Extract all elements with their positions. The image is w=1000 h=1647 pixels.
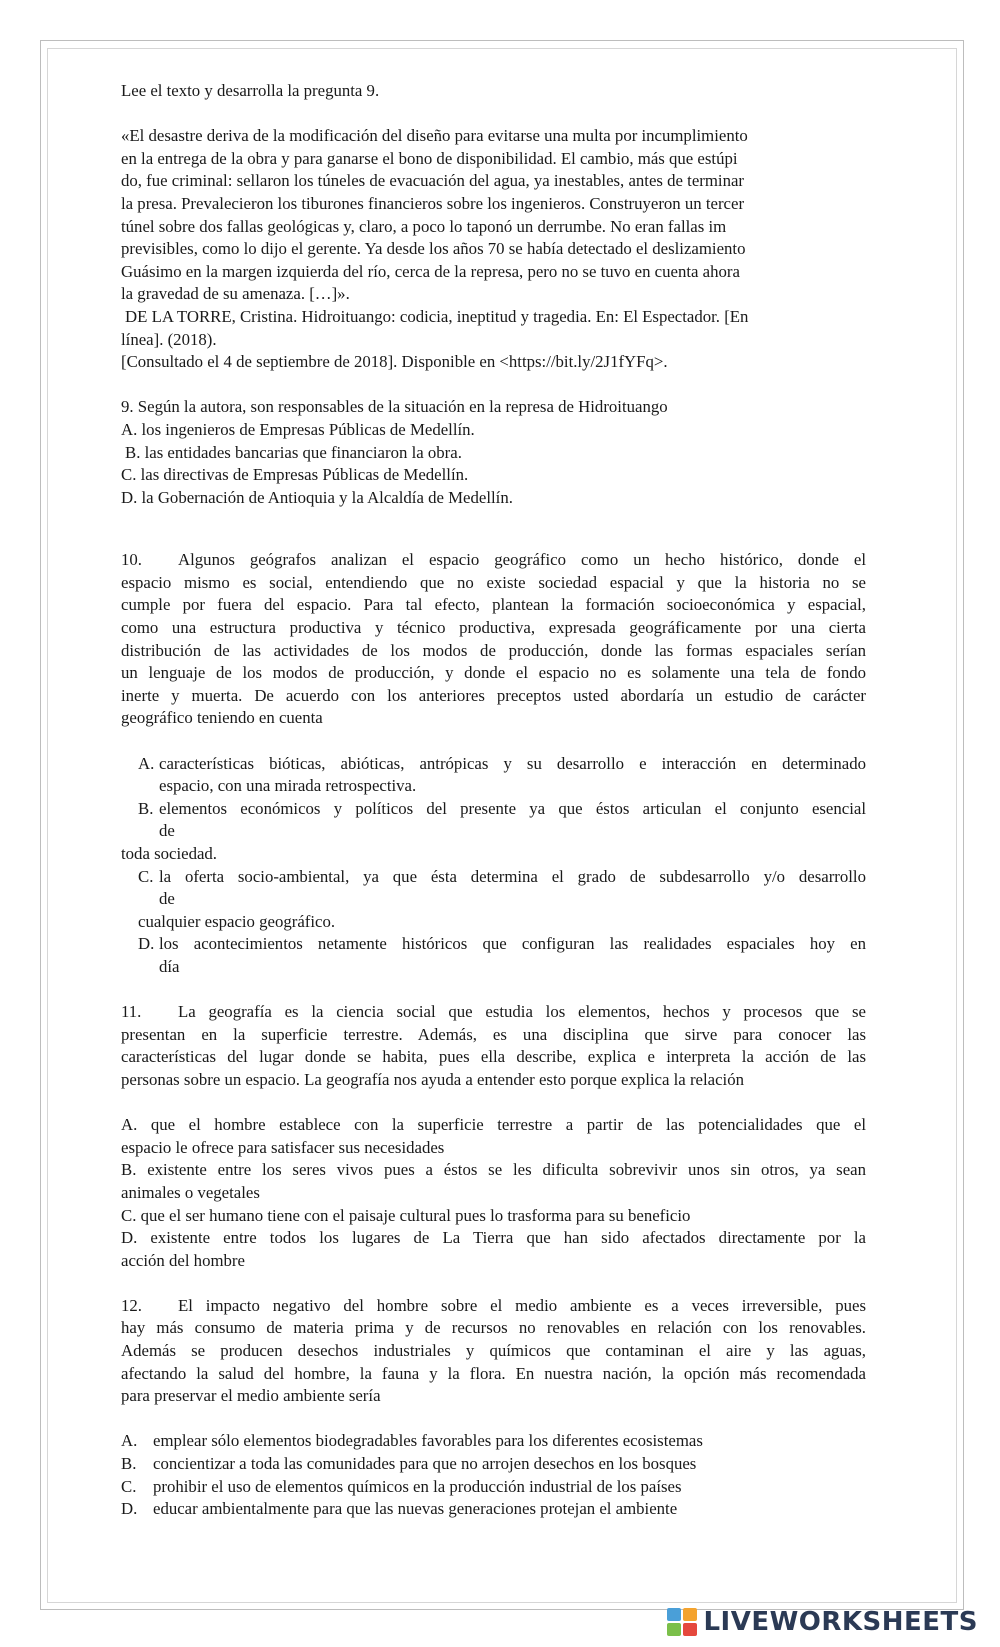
brand-name: LIVEWORKSHEETS <box>703 1607 978 1637</box>
question-stem-line: presentan en la superficie terrestre. Además, es una disciplina que sirve para conocer las <box>121 1024 866 1044</box>
option-letter: D. <box>138 934 155 954</box>
option-text: prohibir el uso de elementos químicos en la producción industrial de los países <box>153 1476 682 1496</box>
question-stem-line: distribución de las actividades de los modos de producción, donde las formas espaciales serían <box>121 640 866 660</box>
answer-option-c[interactable] <box>121 866 866 934</box>
answer-option-d[interactable] <box>121 933 866 978</box>
answer-option-d[interactable]: D. la Gobernación de Antioquia y la Alcaldía de Medellín. <box>121 487 513 507</box>
answer-option-c[interactable]: C. las directivas de Empresas Públicas de Medellín. <box>121 465 469 485</box>
option-text: animales o vegetales <box>121 1182 260 1202</box>
question-stem-line: para preservar el medio ambiente sería <box>121 1386 381 1406</box>
question-10 <box>121 549 866 978</box>
option-text: educar ambientalmente para que las nuevas generaciones protejan el ambiente <box>153 1499 678 1519</box>
quote-line: do, fue criminal: sellaron los túneles de evacuación del agua, ya inestables, antes de terminar <box>121 171 745 191</box>
answer-option-a[interactable] <box>121 753 866 798</box>
citation-line: [Consultado el 4 de septiembre de 2018]. Disponible en <https://bit.ly/2J1fYFq>. <box>121 352 668 372</box>
answer-option-b[interactable]: B. las entidades bancarias que financiaron la obra. <box>125 442 462 462</box>
question-stem-line <box>121 1295 866 1318</box>
quote-line: «El desastre deriva de la modificación del diseño para evitarse una multa por incumplimiento <box>121 126 748 146</box>
question-stem-line: personas sobre un espacio. La geografía nos ayuda a entender esto porque explica la relación <box>121 1069 744 1089</box>
quote-line: la presa. Prevalecieron los tiburones financieros sobre los ingenieros. Construyeron un tercer <box>121 193 745 213</box>
quote-line: Guásimo en la margen izquierda del río, cerca de la represa, pero no se tuvo en cuenta ahora <box>121 261 740 281</box>
question-stem-line: geográfico teniendo en cuenta <box>121 708 323 728</box>
question-stem: 9. Según la autora, son responsables de la situación en la represa de Hidroituango <box>121 397 668 417</box>
quote-block <box>121 125 866 306</box>
question-stem-line: Además se producen desechos industriales y químicos que contaminan el aire y las aguas, <box>121 1341 866 1361</box>
option-text: características bióticas, abióticas, antrópicas y su desarrollo e interacción en determinado <box>159 753 866 773</box>
answer-option-b[interactable] <box>121 798 866 866</box>
question-stem-line: características del lugar donde se habita, pues ella describe, explica e interpreta la acción de las <box>121 1047 866 1067</box>
quote-line: túnel sobre dos fallas geológicas y, claro, a poco lo taponó un derrumbe. No eran fallas im <box>121 216 727 236</box>
option-letter: A. <box>138 753 155 773</box>
option-text: espacio le ofrece para satisfacer sus necesidades <box>121 1137 445 1157</box>
stem-text: El impacto negativo del hombre sobre el medio ambiente es a veces irreversible, pues <box>178 1295 866 1315</box>
question-stem-line: como una estructura productiva y técnico productiva, expresada geográficamente por una cierta <box>121 618 866 638</box>
option-text: cualquier espacio geográfico. <box>138 911 336 931</box>
answer-option-d[interactable] <box>121 1498 866 1521</box>
option-text: de <box>159 821 175 841</box>
question-number: 10. <box>121 550 142 570</box>
answer-option-c[interactable] <box>121 1205 866 1228</box>
option-letter: C. <box>138 866 154 886</box>
answer-option-a[interactable] <box>121 1430 866 1453</box>
question-stem-line: inerte y muerta. De acuerdo con los anteriores preceptos usted abordaría un estudio de carácter <box>121 685 866 705</box>
citation-line: DE LA TORRE, Cristina. Hidroituango: codicia, ineptitud y tragedia. En: El Espectador. [En <box>125 306 749 326</box>
option-letter: B. <box>121 1454 137 1474</box>
option-text: emplear sólo elementos biodegradables favorables para los diferentes ecosistemas <box>153 1431 703 1451</box>
question-stem-line: un lenguaje de los modos de producción, y donde el espacio no es solamente una tela de fondo <box>121 663 866 683</box>
question-12 <box>121 1295 866 1521</box>
option-text: B. existente entre los seres vivos pues a éstos se les dificulta sobrevivir unos sin otros, ya sean <box>121 1160 866 1180</box>
quote-line: en la entrega de la obra y para ganarse el bono de disponibilidad. El cambio, más que estúpi <box>121 148 738 168</box>
option-text: toda sociedad. <box>121 844 217 863</box>
option-text: la oferta socio-ambiental, ya que ésta determina el grado de subdesarrollo y/o desarrollo <box>159 866 866 886</box>
option-text: espacio, con una mirada retrospectiva. <box>159 776 417 796</box>
answer-option-d[interactable] <box>121 1227 866 1272</box>
question-stem-line <box>121 1001 866 1024</box>
quote-line: la gravedad de su amenaza. […]». <box>121 284 350 304</box>
option-text: de <box>159 889 175 909</box>
question-number: 12. <box>121 1295 142 1315</box>
question-9 <box>121 396 866 509</box>
stem-text: Algunos geógrafos analizan el espacio geográfico como un hecho histórico, donde el <box>178 550 866 570</box>
option-text: concientizar a toda las comunidades para que no arrojen desechos en los bosques <box>153 1454 697 1474</box>
option-letter: C. <box>121 1476 137 1496</box>
citation-line: línea]. (2018). <box>121 329 217 349</box>
instruction: Lee el texto y desarrolla la pregunta 9. <box>121 81 380 100</box>
option-text: elementos económicos y políticos del presente ya que éstos articulan el conjunto esencial <box>159 798 866 818</box>
question-stem-line: cumple por fuera del espacio. Para tal efecto, plantean la formación socioeconómica y espacial, <box>121 595 866 615</box>
quote-line: previsibles, como lo dijo el gerente. Ya desde los años 70 se había detectado el deslizamiento <box>121 239 746 259</box>
answer-option-a[interactable] <box>121 1114 866 1159</box>
citation <box>121 306 866 374</box>
option-text: acción del hombre <box>121 1250 245 1270</box>
answer-option-a[interactable]: A. los ingenieros de Empresas Públicas de Medellín. <box>121 419 475 439</box>
option-text: los acontecimientos netamente históricos que configuran las realidades espaciales hoy en <box>159 934 866 954</box>
option-text: día <box>159 956 180 976</box>
stem-text: La geografía es la ciencia social que estudia los elementos, hechos y procesos que se <box>178 1002 866 1022</box>
worksheet-page <box>121 80 866 1521</box>
liveworksheets-brand[interactable] <box>667 1605 978 1639</box>
option-letter: B. <box>138 798 154 818</box>
liveworksheets-logo-icon <box>667 1608 697 1636</box>
option-letter: D. <box>121 1499 138 1519</box>
option-text: C. que el ser humano tiene con el paisaje cultural pues lo trasforma para su beneficio <box>121 1205 691 1225</box>
option-text: D. existente entre todos los lugares de La Tierra que han sido afectados directamente por la <box>121 1228 866 1248</box>
option-text: A. que el hombre establece con la superficie terrestre a partir de las potencialidades que el <box>121 1115 866 1135</box>
answer-option-b[interactable] <box>121 1453 866 1476</box>
question-stem-line: afectando la salud del hombre, la fauna y la flora. En nuestra nación, la opción más recomendada <box>121 1363 866 1383</box>
question-11 <box>121 1001 866 1272</box>
option-letter: A. <box>121 1431 138 1451</box>
question-stem-line <box>121 549 866 572</box>
answer-option-c[interactable] <box>121 1476 866 1499</box>
answer-option-b[interactable] <box>121 1159 866 1204</box>
question-stem-line: espacio mismo es social, entendiendo que no existe sociedad espacial y que la historia no se <box>121 572 866 592</box>
question-stem-line: hay más consumo de materia prima y de recursos no renovables en relación con los renovables. <box>121 1318 866 1338</box>
question-number: 11. <box>121 1002 142 1022</box>
